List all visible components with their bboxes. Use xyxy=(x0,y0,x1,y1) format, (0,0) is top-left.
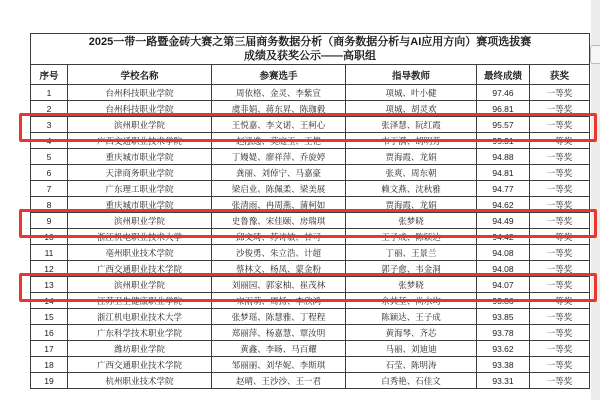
cell-score: 94.88 xyxy=(477,149,530,165)
cell-teachers: 贾海霞、龙娟 xyxy=(346,149,477,165)
cell-rank: 4 xyxy=(31,133,68,149)
cell-teachers: 陈颖达、王子成 xyxy=(346,309,477,325)
cell-rank: 15 xyxy=(31,309,68,325)
column-header-1: 学校名称 xyxy=(68,65,212,85)
cell-teachers: 黄海琴、齐芯 xyxy=(346,325,477,341)
cell-school: 广西交通职业技术学院 xyxy=(68,357,212,373)
cell-award: 一等奖 xyxy=(530,165,590,181)
cell-contestants: 邹丽丽、刘华妮、李斯琪 xyxy=(212,357,346,373)
cell-score: 94.77 xyxy=(477,181,530,197)
cell-score: 94.62 xyxy=(477,197,530,213)
cell-teachers: 韦丁漪、胡明芳 xyxy=(346,133,477,149)
cell-teachers: 王子成、陈颖达 xyxy=(346,229,477,245)
cell-teachers: 赖文燕、沈秋雅 xyxy=(346,181,477,197)
cell-award: 一等奖 xyxy=(530,245,590,261)
cell-rank: 5 xyxy=(31,149,68,165)
cell-score: 94.08 xyxy=(477,245,530,261)
cell-award: 一等奖 xyxy=(530,197,590,213)
cell-award: 一等奖 xyxy=(530,357,590,373)
cell-score: 94.81 xyxy=(477,165,530,181)
cell-score: 95.31 xyxy=(477,133,530,149)
cell-school: 重庆城市职业学院 xyxy=(68,197,212,213)
table-row xyxy=(31,341,590,357)
cell-rank: 18 xyxy=(31,357,68,373)
table-row xyxy=(31,117,590,133)
cell-award: 一等奖 xyxy=(530,213,590,229)
cell-teachers: 白秀艳、石佳文 xyxy=(346,373,477,389)
table-row xyxy=(31,149,590,165)
cell-school: 杭州职业技术学院 xyxy=(68,373,212,389)
cell-rank: 11 xyxy=(31,245,68,261)
cell-school: 台州科技职业学院 xyxy=(68,85,212,101)
table-row xyxy=(31,85,590,101)
cell-school: 广西交通职业技术学院 xyxy=(68,133,212,149)
document-title xyxy=(31,34,590,65)
cell-score: 94.49 xyxy=(477,213,530,229)
cell-contestants: 龚丽、刘倬宁、马嘉豪 xyxy=(212,165,346,181)
cell-rank: 14 xyxy=(31,293,68,309)
table-row xyxy=(31,373,590,389)
cell-score: 94.08 xyxy=(477,261,530,277)
cell-contestants: 宋雨萌、周扬、李欣鸿 xyxy=(212,293,346,309)
cell-award: 一等奖 xyxy=(530,261,590,277)
cell-school: 滨州职业学院 xyxy=(68,117,212,133)
cell-score: 94.42 xyxy=(477,229,530,245)
cell-contestants: 蔡林文、杨凤、蒙金粉 xyxy=(212,261,346,277)
cell-school: 潍坊职业学院 xyxy=(68,341,212,357)
cell-school: 江苏卫生健康职业学院 xyxy=(68,293,212,309)
cell-school: 重庆城市职业学院 xyxy=(68,149,212,165)
cell-contestants: 虞菲娟、蒋东昇、陈珈毅 xyxy=(212,101,346,117)
column-header-3: 指导教师 xyxy=(346,65,477,85)
table-row xyxy=(31,213,590,229)
table-row xyxy=(31,293,590,309)
table-row xyxy=(31,165,590,181)
cell-teachers: 张梦晓 xyxy=(346,213,477,229)
cell-rank: 2 xyxy=(31,101,68,117)
cell-rank: 8 xyxy=(31,197,68,213)
table-row xyxy=(31,197,590,213)
cell-award: 一等奖 xyxy=(530,325,590,341)
cell-teachers: 项城、叶小健 xyxy=(346,85,477,101)
cell-teachers: 丁丽、王景兰 xyxy=(346,245,477,261)
cell-school: 广东科学技术职业学院 xyxy=(68,325,212,341)
table-header-row xyxy=(31,65,590,85)
cell-school: 浙江机电职业技术大学 xyxy=(68,309,212,325)
results-table xyxy=(30,33,590,389)
cell-teachers: 张爽、周东朝 xyxy=(346,165,477,181)
cell-award: 一等奖 xyxy=(530,85,590,101)
cell-score: 97.46 xyxy=(477,85,530,101)
cell-score: 93.62 xyxy=(477,341,530,357)
cell-teachers: 佘其堃、尚水均 xyxy=(346,293,477,309)
cell-contestants: 史鲁豫、宋佳颐、房瑞琪 xyxy=(212,213,346,229)
cell-school: 广西交通职业技术学院 xyxy=(68,261,212,277)
cell-rank: 10 xyxy=(31,229,68,245)
cell-contestants: 张梦瑶、陈慧雅、丁程程 xyxy=(212,309,346,325)
column-header-0: 序号 xyxy=(31,65,68,85)
cell-rank: 9 xyxy=(31,213,68,229)
cell-award: 一等奖 xyxy=(530,133,590,149)
cell-rank: 19 xyxy=(31,373,68,389)
cell-score: 93.85 xyxy=(477,309,530,325)
cell-teachers: 马丽、刘迪迪 xyxy=(346,341,477,357)
cell-teachers: 项城、胡灵欢 xyxy=(346,101,477,117)
column-header-4: 最终成绩 xyxy=(477,65,530,85)
cell-contestants: 张清雨、冉周燕、蒲柯如 xyxy=(212,197,346,213)
cell-contestants: 邱文琦、苏诗敏、甘可 xyxy=(212,229,346,245)
cell-award: 一等奖 xyxy=(530,309,590,325)
cell-award: 一等奖 xyxy=(530,181,590,197)
table-row xyxy=(31,325,590,341)
cell-contestants: 刘丽园、郭家柚、崔茂林 xyxy=(212,277,346,293)
cell-score: 93.78 xyxy=(477,325,530,341)
cell-teachers: 郭子愈、韦金洞 xyxy=(346,261,477,277)
cell-score: 93.31 xyxy=(477,373,530,389)
cell-score: 95.57 xyxy=(477,117,530,133)
table-row xyxy=(31,261,590,277)
viewer-side-button[interactable] xyxy=(590,45,600,64)
cell-school: 滨州职业学院 xyxy=(68,213,212,229)
cell-contestants: 黄鑫、李旸、马百耀 xyxy=(212,341,346,357)
cell-contestants: 郑丽萍、杨嘉慧、覃汝明 xyxy=(212,325,346,341)
cell-award: 一等奖 xyxy=(530,101,590,117)
cell-rank: 1 xyxy=(31,85,68,101)
cell-award: 一等奖 xyxy=(530,373,590,389)
table-row xyxy=(31,133,590,149)
cell-rank: 13 xyxy=(31,277,68,293)
cell-teachers: 张泽慧、阮红霞 xyxy=(346,117,477,133)
cell-teachers: 石莹、陈明涛 xyxy=(346,357,477,373)
cell-teachers: 张梦晓 xyxy=(346,277,477,293)
cell-contestants: 赵泓逸、莫庭玉、王恺 xyxy=(212,133,346,149)
cell-school: 天津商务职业学院 xyxy=(68,165,212,181)
column-header-2: 参赛选手 xyxy=(212,65,346,85)
cell-score: 96.81 xyxy=(477,101,530,117)
title-line-2: 成绩及获奖公示——高职组 xyxy=(244,50,377,62)
cell-contestants: 王悦嘉、李文诺、王柯心 xyxy=(212,117,346,133)
table-row xyxy=(31,245,590,261)
cell-teachers: 贾海霞、龙娟 xyxy=(346,197,477,213)
cell-award: 一等奖 xyxy=(530,293,590,309)
cell-school: 台州科技职业学院 xyxy=(68,101,212,117)
cell-score: 93.86 xyxy=(477,293,530,309)
cell-award: 一等奖 xyxy=(530,229,590,245)
table-row xyxy=(31,229,590,245)
table-row xyxy=(31,277,590,293)
cell-school: 亳州职业技术学院 xyxy=(68,245,212,261)
table-row xyxy=(31,309,590,325)
cell-score: 94.07 xyxy=(477,277,530,293)
title-row xyxy=(31,34,590,65)
cell-school: 滨州职业学院 xyxy=(68,277,212,293)
cell-school: 浙江机电职业技术大学 xyxy=(68,229,212,245)
cell-rank: 7 xyxy=(31,181,68,197)
cell-contestants: 周依格、金灵、李紫宣 xyxy=(212,85,346,101)
cell-contestants: 丁嫚媞、廖祥萍、乔旋婷 xyxy=(212,149,346,165)
table-row xyxy=(31,101,590,117)
cell-contestants: 沙俊勇、朱立浩、计超 xyxy=(212,245,346,261)
cell-contestants: 赵晴、王沙沙、王一君 xyxy=(212,373,346,389)
cell-score: 93.38 xyxy=(477,357,530,373)
table-row xyxy=(31,181,590,197)
cell-rank: 12 xyxy=(31,261,68,277)
cell-rank: 3 xyxy=(31,117,68,133)
cell-rank: 17 xyxy=(31,341,68,357)
cell-school: 广东理工职业学院 xyxy=(68,181,212,197)
table-row xyxy=(31,357,590,373)
column-header-5: 获奖 xyxy=(530,65,590,85)
cell-contestants: 梁启业、陈佩柔、梁美展 xyxy=(212,181,346,197)
cell-rank: 16 xyxy=(31,325,68,341)
cell-rank: 6 xyxy=(31,165,68,181)
cell-award: 一等奖 xyxy=(530,341,590,357)
cell-award: 一等奖 xyxy=(530,277,590,293)
cell-award: 一等奖 xyxy=(530,149,590,165)
title-line-1: 2025一带一路暨金砖大赛之第三届商务数据分析（商务数据分析与AI应用方向）赛项选拔赛 xyxy=(88,36,532,48)
cell-award: 一等奖 xyxy=(530,117,590,133)
